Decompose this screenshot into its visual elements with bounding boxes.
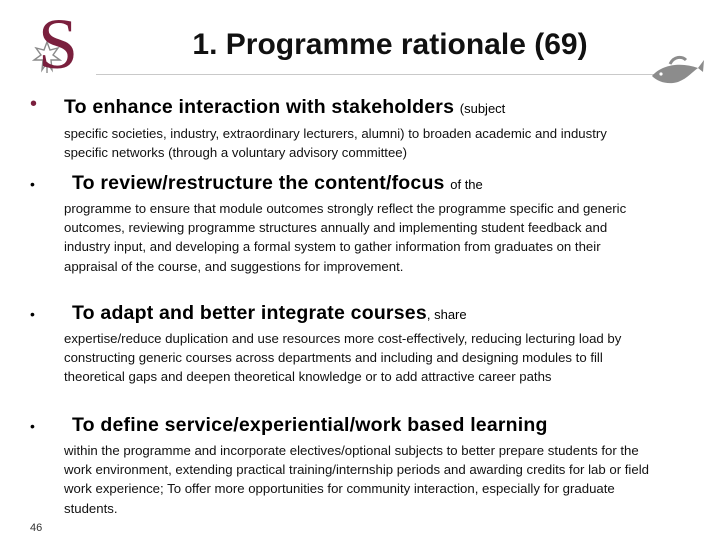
item-heading-text: To review/restructure the content/focus xyxy=(72,172,445,194)
item-heading-tail: (subject xyxy=(459,101,506,116)
item-body: programme to ensure that module outcomes strongly reflect the programme specific and generic outcomes, reviewing programme structures annually and implementing student feedback and industry input, and developing a formal system to gather information from graduates on their appraisal of the course, and suggestions for improvement. xyxy=(64,201,627,274)
item-heading-tail: of the xyxy=(450,177,483,192)
item-heading xyxy=(72,302,467,325)
bullet-icon: • xyxy=(30,306,35,322)
item-heading-text: To enhance interaction with stakeholders xyxy=(64,96,455,118)
page-number: 46 xyxy=(30,522,43,534)
item-heading xyxy=(64,96,505,119)
bullet-icon: • xyxy=(30,418,35,434)
item-body: specific societies, industry, extraordinary lecturers, alumni) to broaden academic and industry specific networks (through a voluntary advisory committee) xyxy=(64,126,607,161)
page-title: 1. Programme rationale (69) xyxy=(192,28,588,61)
item-heading-text: To adapt and better integrate courses xyxy=(72,302,427,324)
item-heading-text: To define service/experiential/work based learning xyxy=(72,414,548,436)
bullet-icon: • xyxy=(30,93,38,115)
bullet-icon: • xyxy=(30,176,35,192)
item-body: within the programme and incorporate electives/optional subjects to better prepare students for the work environment, extending practical training/internship periods and awarding credits for lab or field work experience; To offer more opportunities for community interaction, especially for graduate students. xyxy=(64,443,649,516)
fish-emblem-icon xyxy=(648,52,706,92)
logo-letter-icon: S xyxy=(38,4,79,84)
title-divider xyxy=(96,74,656,75)
item-heading xyxy=(72,414,548,437)
item-heading xyxy=(72,172,483,195)
item-heading-tail: , share xyxy=(426,307,467,322)
item-body: expertise/reduce duplication and use resources more cost-effectively, reducing lecturing load by constructing generic courses across departments and including and designing modules to fill theoretical gaps and deepen theoretical knowledge or to add attractive career paths xyxy=(64,331,622,385)
